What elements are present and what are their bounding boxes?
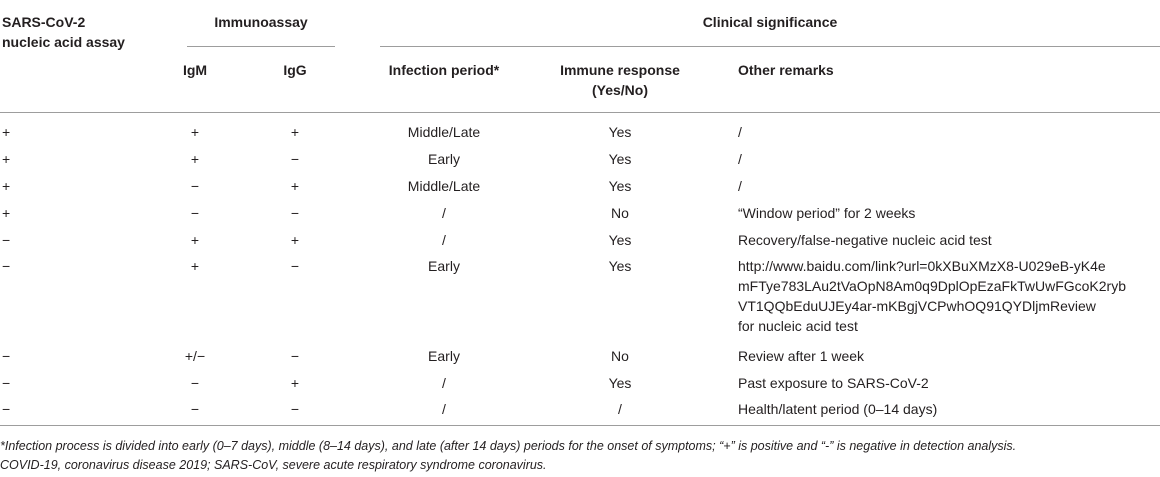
cell-period: /: [442, 205, 446, 221]
cell-period: Middle/Late: [407, 178, 481, 194]
cell-remarks: /: [738, 178, 742, 194]
cell-assay: −: [2, 258, 11, 274]
cell-period: /: [442, 232, 446, 248]
cell-remarks: http://www.baidu.com/link?url=0kXBuXMzX8-U029eB-yK4e mFTye783LAu2tVaOpN8Am0q9DplOpEzaFkTwUwFGcoK2ryb VT1QQbEduUJEy4ar-mKBgjVCPwhOQ91QYDljmReview for nucleic acid test: [738, 258, 1127, 334]
cell-igg: −: [290, 258, 300, 274]
cell-response: No: [611, 205, 629, 221]
cell-period: /: [442, 401, 446, 417]
cell-remarks: Health/latent period (0–14 days): [738, 401, 938, 417]
cell-igg: +: [290, 375, 300, 391]
cell-period: Early: [428, 151, 460, 167]
cell-igg: +: [290, 178, 300, 194]
cell-assay: −: [2, 375, 11, 391]
header-assay-line1: SARS-CoV-2: [2, 14, 86, 30]
cell-period: Early: [428, 258, 460, 274]
cell-assay: +: [2, 205, 11, 221]
header-immune-response-line1: Immune response: [560, 62, 680, 78]
cell-period: Early: [428, 348, 460, 364]
cell-igg: −: [290, 348, 300, 364]
cell-igm: +: [190, 258, 200, 274]
header-rule: [0, 112, 1160, 113]
cell-remarks: Review after 1 week: [738, 348, 865, 364]
cell-remarks: “Window period” for 2 weeks: [738, 205, 916, 221]
cell-response: Yes: [608, 375, 632, 391]
cell-assay: −: [2, 232, 11, 248]
cell-period: /: [442, 375, 446, 391]
cell-response: Yes: [608, 151, 632, 167]
header-clinical-significance: Clinical significance: [702, 14, 838, 30]
footnote-line2: COVID-19, coronavirus disease 2019; SARS-CoV, severe acute respiratory syndrome coronavirus.: [0, 458, 547, 472]
header-immunoassay: Immunoassay: [214, 14, 308, 30]
cell-remarks: /: [738, 151, 742, 167]
cell-remarks: /: [738, 124, 742, 140]
cell-igm: +/−: [184, 348, 206, 364]
header-immune-response: [545, 60, 695, 100]
cell-response: Yes: [608, 258, 632, 274]
cell-remarks: Recovery/false-negative nucleic acid test: [738, 232, 992, 248]
cell-assay: +: [2, 178, 11, 194]
table-bottom-rule: [0, 425, 1160, 426]
cell-igm: +: [190, 124, 200, 140]
cell-igg: +: [290, 232, 300, 248]
cell-igm: −: [190, 375, 200, 391]
header-other-remarks: Other remarks: [738, 62, 834, 78]
cell-igm: +: [190, 232, 200, 248]
header-infection-period: Infection period*: [388, 62, 500, 78]
cell-remarks: Past exposure to SARS-CoV-2: [738, 375, 929, 391]
header-assay-line2: nucleic acid assay: [2, 34, 125, 50]
cell-igm: −: [190, 205, 200, 221]
cell-response: No: [611, 348, 629, 364]
cell-assay: +: [2, 124, 11, 140]
cell-igm: −: [190, 178, 200, 194]
header-igm: IgM: [182, 62, 208, 78]
cell-response: Yes: [608, 178, 632, 194]
header-igg: IgG: [283, 62, 307, 78]
immunoassay-underline: [187, 46, 335, 47]
cell-assay: +: [2, 151, 11, 167]
cell-response: Yes: [608, 232, 632, 248]
cell-igg: +: [290, 124, 300, 140]
header-immune-response-line2: (Yes/No): [591, 82, 648, 98]
cell-response: Yes: [608, 124, 632, 140]
cell-igg: −: [290, 205, 300, 221]
clinical-underline: [380, 46, 1160, 47]
cell-period: Middle/Late: [407, 124, 481, 140]
cell-igg: −: [290, 151, 300, 167]
cell-assay: −: [2, 348, 11, 364]
cell-igm: −: [190, 401, 200, 417]
cell-igm: +: [190, 151, 200, 167]
cell-assay: −: [2, 401, 11, 417]
cell-igg: −: [290, 401, 300, 417]
cell-response: /: [618, 401, 622, 417]
footnote-line1: *Infection process is divided into early (0–7 days), middle (8–14 days), and late (after 14 days) periods for the onset of symptoms; “+” is positive and “-” is negative in detection analysis.: [0, 439, 1017, 453]
header-assay: [2, 12, 125, 52]
